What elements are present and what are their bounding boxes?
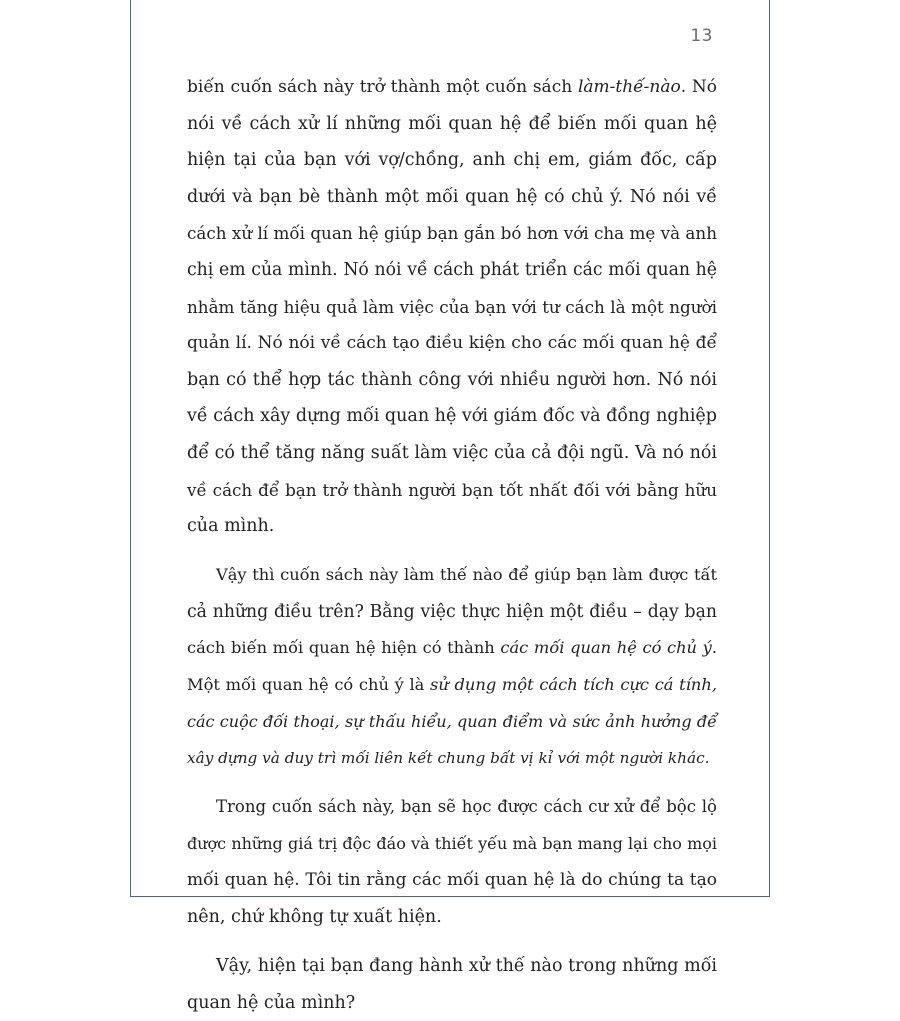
text-line: chị em của mình. Nó nói về cách phát triển các mối quan hệ [187,259,717,280]
text-line: của mình. [187,516,275,537]
text-line: mối quan hệ. Tôi tin rằng các mối quan hệ là do chúng ta tạo [187,870,717,891]
paragraph-4 [187,948,717,1021]
text-line: bạn có thể hợp tác thành công với nhiều người hơn. Nó nói [187,369,717,390]
emphasis-text: các mối quan hệ có chủ ý [500,638,712,658]
paragraph-1 [187,69,717,545]
paragraph-3 [187,789,717,935]
text-line: để có thể tăng năng suất làm việc của cả đội ngũ. Và nó nói [187,442,717,463]
page-number: 13 [690,26,713,46]
emphasis-text: xây dựng và duy trì mối liên kết chung bất vị kỉ với một người khác. [187,749,710,768]
text-line: dưới và bạn bè thành một mối quan hệ có chủ ý. Nó nói về [187,186,717,207]
text-line: nhằm tăng hiệu quả làm việc của bạn với tư cách là một người [187,296,717,317]
text-line: về cách xây dựng mối quan hệ với giám đốc và đồng nghiệp [187,406,717,427]
text-line: nên, chứ không tự xuất hiện. [187,907,442,928]
text-line: cách biến mối quan hệ hiện có thành các mối quan hệ có chủ ý. [187,638,717,658]
emphasis-text: sử dụng một cách tích cực cá tính, [430,675,717,694]
book-page [130,0,770,1013]
text-line: nói về cách xử lí những mối quan hệ để biến mối quan hệ [187,113,717,134]
text-line: cả những điều trên? Bằng việc thực hiện một điều – dạy bạn [187,601,717,622]
text-line: quản lí. Nó nói về cách tạo điều kiện cho các mối quan hệ để [187,333,717,354]
text-line: biến cuốn sách này trở thành một cuốn sách làm-thế-nào. Nó [187,77,717,97]
text-line [187,740,717,777]
text-line: được những giá trị độc đáo và thiết yếu mà bạn mang lại cho mọi [187,833,717,853]
text-line: quan hệ của mình? [187,992,356,1013]
text-line [187,704,717,741]
text-line: Trong cuốn sách này, bạn sẽ học được cách cư xử để bộc lộ [216,797,717,817]
emphasis-text: các cuộc đối thoại, sự thấu hiểu, quan điểm và sức ảnh hưởng để [187,711,717,731]
text-line: Vậy thì cuốn sách này làm thế nào để giúp bạn làm được tất [216,565,717,585]
emphasis-text: làm-thế-nào [577,77,681,97]
text-line: Vậy, hiện tại bạn đang hành xử thế nào trong những mối [216,956,717,977]
text-line: hiện tại của bạn với vợ/chồng, anh chị em, giám đốc, cấp [187,150,717,171]
text-line: về cách để bạn trở thành người bạn tốt nhất đối với bằng hữu [187,479,717,500]
text-line: Một mối quan hệ có chủ ý là sử dụng một cách tích cực cá tính, [187,675,717,694]
paragraph-2 [187,557,717,777]
text-line: cách xử lí mối quan hệ giúp bạn gắn bó hơn với cha mẹ và anh [187,223,717,244]
body-text [187,69,717,1021]
